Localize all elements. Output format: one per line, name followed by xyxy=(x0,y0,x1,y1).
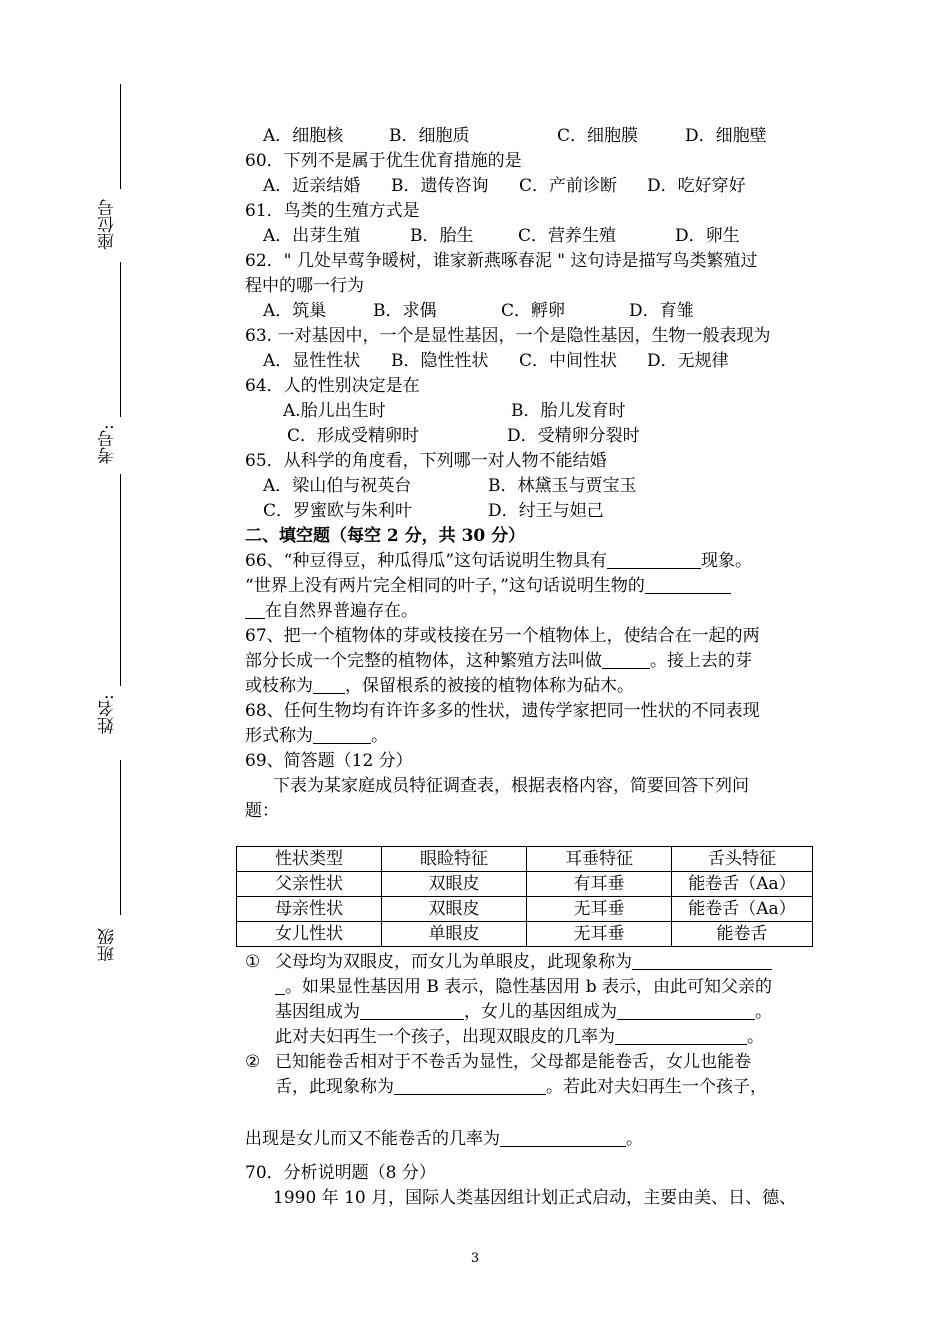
option: D．育雏 xyxy=(629,301,694,321)
binding-line xyxy=(120,84,121,189)
q67-line2 xyxy=(245,649,815,674)
q69-intro: 下表为某家庭成员特征调查表，根据表格内容，简要回答下列问 xyxy=(273,776,749,796)
q66-line1 xyxy=(245,549,815,574)
q66-line2 xyxy=(245,574,815,599)
subq-text: 。如果显性基因用 B 表示，隐性基因用 b 表示，由此可知父亲的 xyxy=(285,977,772,997)
answer-blank[interactable] xyxy=(617,1001,755,1020)
option: B．胎生 xyxy=(410,226,474,246)
table-header: 性状类型 xyxy=(237,847,382,872)
option: B．求偶 xyxy=(373,301,437,321)
table-row xyxy=(237,872,813,897)
q61-stem: 61．鸟类的生殖方式是 xyxy=(245,201,420,221)
circled-two-marker: ② xyxy=(245,1052,261,1072)
answer-blank[interactable] xyxy=(275,976,285,995)
subq1-line3 xyxy=(245,1000,815,1025)
subq2-line2 xyxy=(245,1075,815,1100)
table-cell: 无耳垂 xyxy=(527,897,672,922)
table-cell: 父亲性状 xyxy=(237,872,382,897)
option: D．吃好穿好 xyxy=(647,176,746,196)
spacer xyxy=(245,1152,815,1161)
q67-text: ，保留根系的被接的植物体称为砧木。 xyxy=(345,676,634,696)
subq1-line4 xyxy=(245,1025,815,1050)
subq1-line2 xyxy=(245,975,815,1000)
table-cell: 双眼皮 xyxy=(382,897,527,922)
q70-line1: 1990 年 10 月，国际人类基因组计划正式启动，主要由美、日、德、 xyxy=(273,1188,797,1208)
q64-stem: 64．人的性别决定是在 xyxy=(245,376,420,396)
section-heading: 二、填空题（每空 2 分，共 30 分） xyxy=(245,526,526,546)
table-cell: 女儿性状 xyxy=(237,922,382,947)
q70-title: 70．分析说明题（8 分） xyxy=(245,1163,436,1183)
q59-options xyxy=(245,124,815,149)
table-header: 舌头特征 xyxy=(672,847,813,872)
table-cell: 能卷舌（Aa） xyxy=(672,897,813,922)
option: B．林黛玉与贾宝玉 xyxy=(488,476,637,496)
q64-options-row2 xyxy=(245,424,815,449)
option: A．筑巢 xyxy=(263,301,327,321)
option: B．隐性性状 xyxy=(391,351,489,371)
answer-blank[interactable] xyxy=(500,1128,626,1147)
q69-title: 69、简答题（12 分） xyxy=(245,751,413,771)
option: C．形成受精卵时 xyxy=(287,426,420,446)
option: A．出芽生殖 xyxy=(263,226,361,246)
family-trait-table xyxy=(236,846,813,947)
q62-stem: 62．" 几处早莺争暖树，谁家新燕啄春泥 " 这句诗是描写鸟类繁殖过 xyxy=(245,251,758,271)
option: A．显性性状 xyxy=(263,351,361,371)
q62-stem-cont: 程中的哪一行为 xyxy=(245,276,364,296)
option: D．卵生 xyxy=(675,226,740,246)
seat-label: 座位号 xyxy=(98,199,118,251)
exam-no-label: 考号: xyxy=(98,424,118,464)
subq-text: 。若此对夫妇再生一个孩子， xyxy=(546,1077,767,1097)
q64-options-row1 xyxy=(245,399,815,424)
option: A．细胞核 xyxy=(263,126,344,146)
option: B．胎儿发育时 xyxy=(511,401,626,421)
answer-blank[interactable] xyxy=(632,951,772,970)
q68-line1: 68、任何生物均有许许多多的性状，遗传学家把同一性状的不同表现 xyxy=(245,701,760,721)
table-row xyxy=(237,847,813,872)
q66-text: “世界上没有两片完全相同的叶子，”这句话说明生物的 xyxy=(245,576,645,596)
answer-blank[interactable] xyxy=(245,600,265,619)
table-row xyxy=(237,922,813,947)
q63-stem: 63. 一对基因中，一个是显性基因，一个是隐性基因，生物一般表现为 xyxy=(245,326,771,346)
table-cell: 母亲性状 xyxy=(237,897,382,922)
q65-stem: 65．从科学的角度看，下列哪一对人物不能结婚 xyxy=(245,451,607,471)
q67-text: 部分长成一个完整的植物体，这种繁殖方法叫做 xyxy=(245,651,602,671)
option: B．遗传咨询 xyxy=(391,176,489,196)
q66-text: 在自然界普遍存在。 xyxy=(265,601,418,621)
option: C．罗蜜欧与朱利叶 xyxy=(263,501,413,521)
table-header: 耳垂特征 xyxy=(527,847,672,872)
spacer xyxy=(245,1100,815,1127)
option: C．中间性状 xyxy=(519,351,618,371)
q67-line3 xyxy=(245,674,815,699)
subq-text: 父母均为双眼皮，而女儿为单眼皮，此现象称为 xyxy=(275,952,632,972)
table-header: 眼睑特征 xyxy=(382,847,527,872)
answer-blank[interactable] xyxy=(645,575,731,594)
page-number: 3 xyxy=(470,1251,480,1266)
answer-blank[interactable] xyxy=(607,550,701,569)
q66-text: 现象。 xyxy=(701,551,753,571)
subq2-line3 xyxy=(245,1127,815,1152)
subq-text: 此对夫妇再生一个孩子，出现双眼皮的几率为 xyxy=(275,1027,615,1047)
subq-text: 。 xyxy=(747,1027,764,1047)
q67-text: 。接上去的芽 xyxy=(650,651,752,671)
q68-line2 xyxy=(245,724,815,749)
question-content xyxy=(245,124,815,824)
table-cell: 能卷舌（Aa） xyxy=(672,872,813,897)
option: A．梁山伯与祝英台 xyxy=(263,476,412,496)
binding-line xyxy=(120,760,121,915)
subq-text: ，女儿的基因组成为 xyxy=(464,1002,617,1022)
q62-options xyxy=(245,299,815,324)
binding-line xyxy=(120,262,121,417)
answer-blank[interactable] xyxy=(313,675,345,694)
table-row xyxy=(237,897,813,922)
option: A．近亲结婚 xyxy=(263,176,361,196)
option: D．纣王与妲己 xyxy=(488,501,604,521)
subq1-line1 xyxy=(245,950,815,975)
table-cell: 单眼皮 xyxy=(382,922,527,947)
name-label: 姓名: xyxy=(98,694,118,734)
q63-options xyxy=(245,349,815,374)
class-label: 班级 xyxy=(98,928,118,962)
subq-text: 。 xyxy=(626,1129,643,1149)
option: B．细胞质 xyxy=(389,126,470,146)
q68-text: 形式称为 xyxy=(245,726,313,746)
table-cell: 能卷舌 xyxy=(672,922,813,947)
circled-one-marker: ① xyxy=(245,952,261,972)
q60-stem: 60．下列不是属于优生优育措施的是 xyxy=(245,151,522,171)
subq2-line1 xyxy=(245,1050,815,1075)
q61-options xyxy=(245,224,815,249)
option: C．产前诊断 xyxy=(519,176,618,196)
option: C．孵卵 xyxy=(501,301,566,321)
q65-options-row1 xyxy=(245,474,815,499)
binding-line xyxy=(120,474,121,686)
subq-text: 基因组成为 xyxy=(275,1002,360,1022)
q67-line1: 67、把一个植物体的芽或枝接在另一个植物体上，使结合在一起的两 xyxy=(245,626,760,646)
table-cell: 双眼皮 xyxy=(382,872,527,897)
option: A.胎儿出生时 xyxy=(283,401,386,421)
answer-blank[interactable] xyxy=(394,1076,546,1095)
option: D．受精卵分裂时 xyxy=(507,426,640,446)
subq-text: 出现是女儿而又不能卷舌的几率为 xyxy=(245,1129,500,1149)
answer-blank[interactable] xyxy=(360,1001,464,1020)
q60-options xyxy=(245,174,815,199)
subq-text: 已知能卷舌相对于不卷舌为显性，父母都是能卷舌，女儿也能卷 xyxy=(275,1052,751,1072)
option: C．营养生殖 xyxy=(518,226,617,246)
subq-text: 。 xyxy=(755,1002,772,1022)
option: C．细胞膜 xyxy=(557,126,639,146)
table-cell: 有耳垂 xyxy=(527,872,672,897)
answer-blank[interactable] xyxy=(615,1026,747,1045)
option: D．细胞壁 xyxy=(685,126,767,146)
q69-intro-cont: 题： xyxy=(245,801,279,821)
q66-text: 66、“种豆得豆，种瓜得瓜”这句话说明生物具有 xyxy=(245,551,608,571)
table-cell: 无耳垂 xyxy=(527,922,672,947)
q68-text: 。 xyxy=(371,726,388,746)
option: D．无规律 xyxy=(647,351,729,371)
subq-text: 舌，此现象称为 xyxy=(275,1077,394,1097)
answer-blank[interactable] xyxy=(313,725,371,744)
q67-text: 或枝称为 xyxy=(245,676,313,696)
q69-subquestions xyxy=(245,950,815,1211)
answer-blank[interactable] xyxy=(602,650,650,669)
q66-line3 xyxy=(245,599,815,624)
q65-options-row2 xyxy=(245,499,815,524)
